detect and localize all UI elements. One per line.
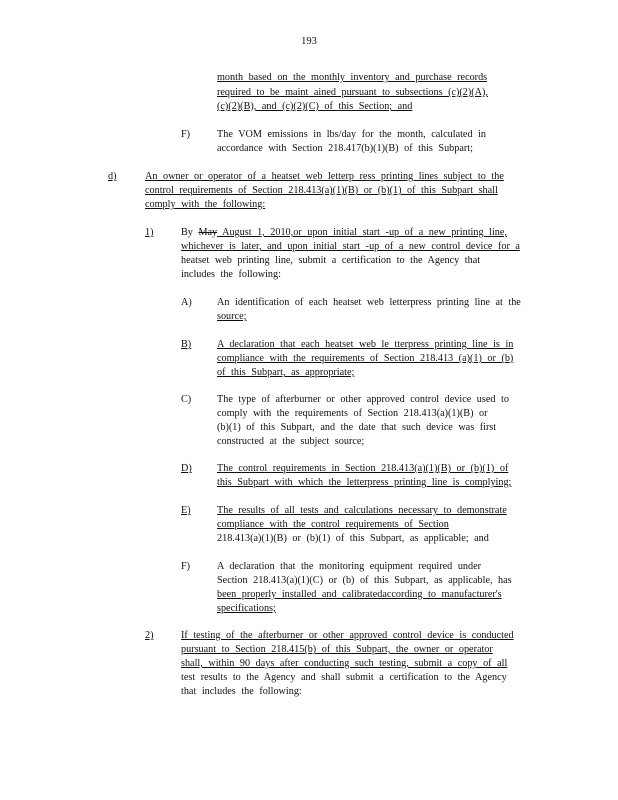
item-2-line-5: that includes the following: xyxy=(181,686,302,697)
sub-b-line-2: compliance with the requirements of Section 218.413 (a)(1) or (b) xyxy=(217,353,514,364)
item-2-line-3: shall, within 90 days after conducting such testing, submit a copy of all xyxy=(181,658,508,669)
item-f-top-label: F) xyxy=(181,129,191,140)
item-1-line-1: By May August 1, 2010,or upon initial start -up of a new printing line, xyxy=(181,227,507,238)
sub-c-line-2: comply with the requirements of Section 218.413(a)(1)(B) or xyxy=(217,408,488,419)
sub-c-line-1: The type of afterburner or other approved control device used to xyxy=(217,394,509,405)
sub-e-line-2: compliance with the control requirements of Section xyxy=(217,519,449,530)
top-line-2: required to be maint ained pursuant to subsections (c)(2)(A), xyxy=(217,87,488,98)
sub-d-line-2: this Subpart with which the letterpress printing line is complying; xyxy=(217,477,512,488)
sub-a-label: A) xyxy=(181,297,192,308)
sub-e-line-3: 218.413(a)(1)(B) or (b)(1) of this Subpart, as applicable; and xyxy=(217,533,489,544)
sub-d-line-1: The control requirements in Section 218.413(a)(1)(B) or (b)(1) of xyxy=(217,463,509,474)
item-1-label: 1) xyxy=(145,227,154,238)
item-2-label: 2) xyxy=(145,630,154,641)
item-f-top-line-2: accordance with Section 218.417(b)(1)(B) of this Subpart; xyxy=(217,143,473,154)
item-f-top-line-1: The VOM emissions in lbs/day for the month, calculated in xyxy=(217,129,487,140)
sub-e-line-1: The results of all tests and calculations necessary to demonstrate xyxy=(217,505,507,516)
sub-c-line-4: constructed at the subject source; xyxy=(217,436,365,447)
sub-a-line-1: An identification of each heatset web letterpress printing line at the xyxy=(217,297,521,308)
item-1-line-4: includes the following: xyxy=(181,269,281,280)
sub-f-line-4: specifications; xyxy=(217,603,276,614)
sub-f-line-2: Section 218.413(a)(1)(C) or (b) of this Subpart, as applicable, has xyxy=(217,575,512,586)
top-line-1: month based on the monthly inventory and purchase records xyxy=(217,72,488,83)
sub-f-line-3: been properly installed and calibratedaccording to manufacturer's xyxy=(217,589,502,600)
sub-b-line-1: A declaration that each heatset web le tterpress printing line is in xyxy=(217,339,514,350)
top-line-3: (c)(2)(B), and (c)(2)(C) of this Section; and xyxy=(217,101,413,112)
item-1-line-3: heatset web printing line, submit a certification to the Agency that xyxy=(181,255,481,266)
page-number: 193 xyxy=(301,36,317,47)
item-2-line-4: test results to the Agency and shall submit a certification to the Agency xyxy=(181,672,507,683)
item-d-line-1: An owner or operator of a heatset web letterp ress printing lines subject to the xyxy=(145,171,504,182)
item-2-line-2: pursuant to Section 218.415(b) of this Subpart, the owner or operator xyxy=(181,644,493,655)
sub-c-line-3: (b)(1) of this Subpart, and the date that such device was first xyxy=(217,422,497,433)
struck-text: May xyxy=(198,227,218,238)
item-1-line-2: whichever is later, and upon initial start -up of a new control device for a xyxy=(181,241,520,252)
item-d-line-3: comply with the following: xyxy=(145,199,266,210)
sub-f-line-1: A declaration that the monitoring equipment required under xyxy=(217,561,482,572)
item-2-line-1: If testing of the afterburner or other approved control device is conducted xyxy=(181,630,514,641)
item-d-line-2: control requirements of Section 218.413(a)(1)(B) or (b)(1) of this Subpart shall xyxy=(145,185,498,196)
sub-e-label: E) xyxy=(181,505,191,516)
sub-d-label: D) xyxy=(181,463,192,474)
sub-a-line-2: source; xyxy=(217,311,247,322)
sub-c-label: C) xyxy=(181,394,192,405)
item-d-label: d) xyxy=(108,171,117,182)
sub-b-label: B) xyxy=(181,339,192,350)
sub-f-label: F) xyxy=(181,561,191,572)
sub-b-line-3: of this Subpart, as appropriate; xyxy=(217,367,355,378)
